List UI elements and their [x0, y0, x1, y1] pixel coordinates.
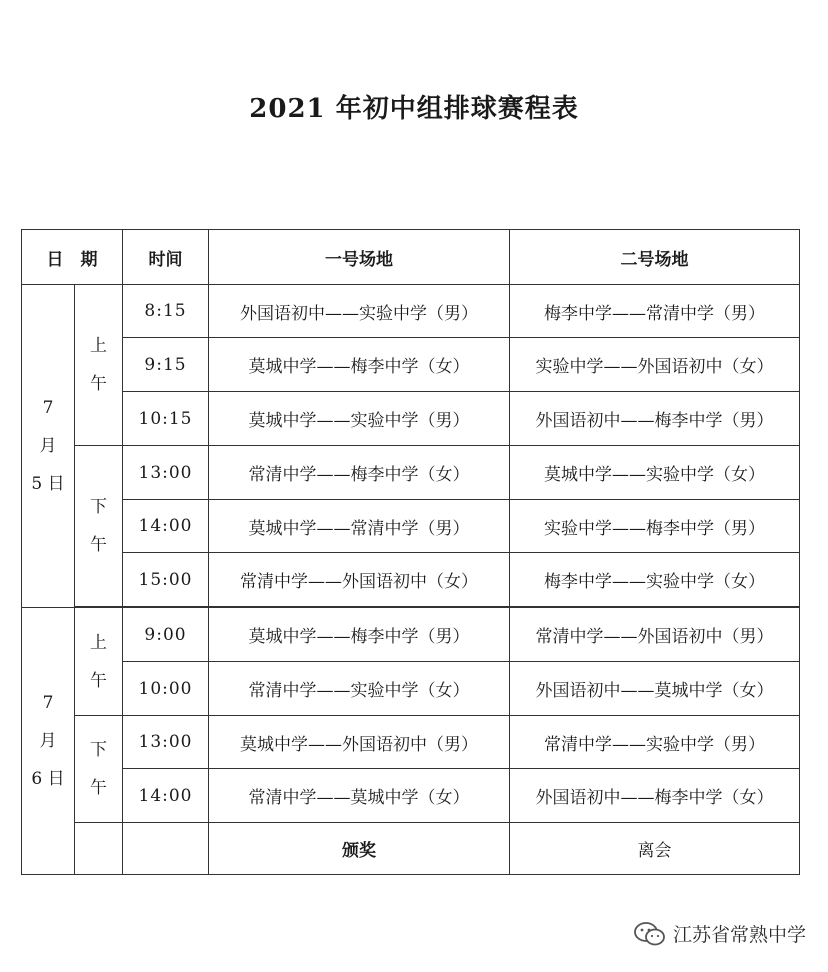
- period-cell: [75, 608, 123, 716]
- table-row: [22, 553, 800, 607]
- table-row: [22, 285, 800, 338]
- table-row: [22, 769, 800, 823]
- period-char: 午: [90, 670, 107, 691]
- court1-cell: 莫城中学——常清中学（男）: [209, 500, 510, 553]
- court2-cell: 外国语初中——梅李中学（女）: [510, 769, 800, 823]
- award-cell: 颁奖: [209, 823, 510, 875]
- time-cell: 13:00: [123, 446, 209, 500]
- court1-cell: 常清中学——外国语初中（女）: [209, 553, 510, 607]
- time-cell: 10:15: [123, 392, 209, 446]
- period-char: 午: [90, 374, 107, 394]
- table-row: [22, 446, 800, 500]
- table-row: [22, 716, 800, 769]
- court2-cell: 常清中学——实验中学（男）: [510, 716, 800, 769]
- date-cell: [22, 285, 75, 608]
- date-char: 月: [39, 436, 57, 456]
- court1-cell: 常清中学——莫城中学（女）: [209, 769, 510, 823]
- empty-time-cell: [123, 823, 209, 875]
- table-row: [22, 608, 800, 662]
- table-row: [22, 338, 800, 392]
- header-row: [22, 230, 800, 285]
- court1-cell: 常清中学——梅李中学（女）: [209, 446, 510, 500]
- watermark-text: 江苏省常熟中学: [672, 924, 806, 946]
- table-row: [22, 392, 800, 446]
- time-cell: 14:00: [123, 500, 209, 553]
- header-court1: 一号场地: [209, 230, 510, 285]
- court2-cell: 外国语初中——梅李中学（男）: [510, 392, 800, 446]
- page-title: 2021 年初中组排球赛程表: [249, 94, 579, 124]
- date-char: 5 日: [31, 474, 65, 494]
- date-char: 7: [42, 398, 54, 418]
- court2-cell: 常清中学——外国语初中（男）: [510, 608, 800, 662]
- court1-cell: 莫城中学——外国语初中（男）: [209, 716, 510, 769]
- court2-cell: 莫城中学——实验中学（女）: [510, 446, 800, 500]
- period-char: 下: [90, 497, 107, 517]
- time-cell: 9:00: [123, 608, 209, 662]
- header-court2: 二号场地: [510, 230, 800, 285]
- final-row: [22, 823, 800, 875]
- court1-cell: 外国语初中——实验中学（男）: [209, 285, 510, 338]
- period-cell: [75, 716, 123, 823]
- watermark: [633, 920, 806, 947]
- table-row: [22, 500, 800, 553]
- header-time: 时间: [123, 230, 209, 285]
- date-cell: [22, 608, 75, 875]
- court2-cell: 梅李中学——实验中学（女）: [510, 553, 800, 607]
- date-char: 7: [42, 693, 54, 713]
- period-char: 上: [90, 632, 107, 653]
- court2-cell: 外国语初中——莫城中学（女）: [510, 662, 800, 716]
- period-cell: [75, 285, 123, 446]
- depart-cell: 离会: [510, 823, 800, 875]
- time-cell: 9:15: [123, 338, 209, 392]
- period-char: 午: [90, 535, 107, 555]
- empty-period-cell: [75, 823, 123, 875]
- court1-cell: 常清中学——实验中学（女）: [209, 662, 510, 716]
- court1-cell: 莫城中学——实验中学（男）: [209, 392, 510, 446]
- time-cell: 10:00: [123, 662, 209, 716]
- time-cell: 15:00: [123, 553, 209, 607]
- period-char: 午: [90, 778, 107, 798]
- court1-cell: 莫城中学——梅李中学（女）: [209, 338, 510, 392]
- date-char: 月: [39, 731, 57, 751]
- time-cell: 14:00: [123, 769, 209, 823]
- court2-cell: 实验中学——梅李中学（男）: [510, 500, 800, 553]
- time-cell: 8:15: [123, 285, 209, 338]
- period-char: 上: [90, 336, 107, 356]
- wechat-icon: [633, 921, 667, 947]
- period-char: 下: [90, 740, 107, 760]
- table-row: [22, 662, 800, 716]
- court2-cell: 实验中学——外国语初中（女）: [510, 338, 800, 392]
- date-char: 6 日: [31, 769, 65, 789]
- schedule-table: [21, 229, 800, 875]
- court2-cell: 梅李中学——常清中学（男）: [510, 285, 800, 338]
- period-cell: [75, 446, 123, 607]
- time-cell: 13:00: [123, 716, 209, 769]
- court1-cell: 莫城中学——梅李中学（男）: [209, 608, 510, 662]
- header-date: 日 期: [22, 230, 123, 285]
